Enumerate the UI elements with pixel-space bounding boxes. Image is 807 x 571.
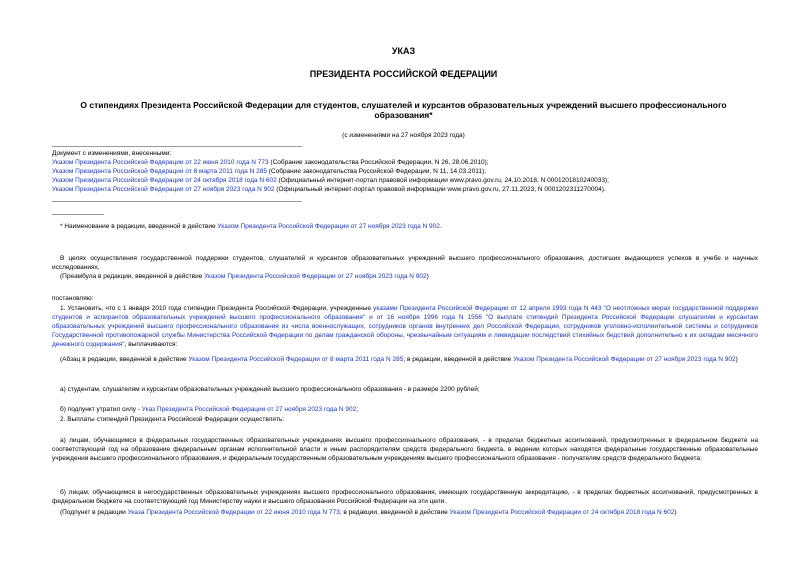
note-text: (Преамбула в редакции, введенной в действие [60, 273, 205, 280]
amendment-item [52, 167, 752, 176]
amendment-source: (Официальный интернет-портал правовой информации www.pravo.gov.ru, 27.11.2023, N 0001202311270004). [274, 186, 606, 193]
amendment-link[interactable]: Указом Президента Российской Федерации от 8 марта 2011 года N 285 [52, 168, 267, 175]
note-end: ) [426, 273, 429, 280]
amendment-link[interactable]: Указом Президента Российской Федерации от 27 ноября 2023 года N 902 [52, 186, 275, 193]
b-link[interactable]: Указ Президента Российской Федерации от 27 ноября 2023 года N 902 [141, 406, 357, 413]
title-ukaz: УКАЗ [391, 46, 416, 56]
divider-middle [52, 201, 302, 202]
paragraph-1 [52, 304, 758, 349]
edition-note: (с изменениями на 27 ноября 2023 года) [342, 132, 465, 139]
b-end: ; [356, 406, 359, 413]
p1-decrees-link[interactable]: указами Президента Российской Федерации от 12 апреля 1993 года N 443 "О неотложных мерах государственной поддержки студентов и аспирантов образовательных учреждений высшего профессионального образования" и от 16 ноября 1996 года N 1556 "О выплате стипендий Президента Российской Федерации слушателям и курсантам образовательных учреждений высшего профессионального образования из числа военнослужащих, сотрудников органов внутренних дел Российской Федерации, сотрудников уголовно-исполнительной системы и сотрудников Государственной противопожарной службы Министерства Российской Федерации по делам гражданской обороны, чрезвычайным ситуациям и ликвидации последствий стихийных бедствий дополнительно к их окладам месячного денежного содержания" [52, 305, 758, 348]
preamble-note-link[interactable]: Указом Президента Российской Федерации от 27 ноября 2023 года N 902 [204, 273, 427, 280]
divider-top [52, 146, 302, 147]
note-text: (Подпункт в редакции [60, 509, 128, 516]
footnote [60, 222, 760, 231]
note-text: ; в редакции, введенной в действие [339, 509, 450, 516]
document-title: О стипендиях Президента Российской Федерации для студентов, слушателей и курсантов образовательных учреждений высшего профессионального образования* [80, 100, 727, 120]
title-president: ПРЕЗИДЕНТА РОССИЙСКОЙ ФЕДЕРАЦИИ [309, 69, 498, 79]
amendment-link[interactable]: Указом Президента Российской Федерации от 24 октября 2018 года N 602 [52, 177, 277, 184]
note-text: ; в редакции, введенной в действие [403, 356, 514, 363]
amendments-intro: Документ с изменениями, внесенными: [52, 150, 172, 157]
postanovlyayu: постановляю: [52, 295, 94, 302]
paragraph-2b-note [60, 508, 760, 517]
p2b-note-link-2[interactable]: Указом Президента Российской Федерации от 24 октября 2018 года N 602 [449, 509, 675, 516]
footnote-text: * Наименование в редакции, введенной в действие [60, 223, 218, 230]
amendment-item [52, 185, 752, 194]
preamble-text: В целях осуществления государственной поддержки студентов, слушателей и курсантов образовательных учреждений высшего профессионального образования, достигших выдающихся успехов в учебе и научных исследованиях, [52, 255, 758, 271]
paragraph-2: 2. Выплаты стипендий Президента Российской Федерации осуществлять: [60, 416, 285, 423]
amendment-item [52, 158, 752, 167]
footnote-end: . [439, 223, 442, 230]
note-text: (Абзац в редакции, введенной в действие [60, 356, 189, 363]
p2b-note-link-1[interactable]: Указа Президента Российской Федерации от 22 июня 2010 года N 773 [127, 509, 340, 516]
paragraph-1-note [52, 355, 758, 364]
note-end: ) [674, 509, 677, 516]
subparagraph-a: а) студентам, слушателям и курсантам образовательных учреждений высшего профессионального образования - в размере 2200 рублей; [60, 386, 480, 393]
p1-text: 1. Установить, что с 1 января 2010 года стипендии Президента Российской Федерации, учрежденные [60, 305, 374, 312]
amendment-link[interactable]: Указом Президента Российской Федерации от 22 июня 2010 года N 773 [52, 159, 269, 166]
amendment-source: (Собрание законодательства Российской Федерации, N 26, 28.06.2010); [268, 159, 489, 166]
paragraph-2b: б) лицам, обучающимся в негосударственных образовательных учреждениях высшего профессионального образования, имеющих государственную аккредитацию, - в пределах бюджетных ассигнований, предусмотренных в федеральном бюджете на соответствующий год Министерству науки и высшего образования Российской Федерации на эти цели. [52, 489, 758, 505]
p1-note-link-2[interactable]: Указом Президента Российской Федерации от 27 ноября 2023 года N 902 [513, 356, 736, 363]
amendments-block [52, 149, 752, 194]
amendment-source: (Официальный интернет-портал правовой информации www.pravo.gov.ru, 24.10.2018, N 0001201810240033); [276, 177, 609, 184]
footnote-link[interactable]: Указом Президента Российской Федерации от 27 ноября 2023 года N 902 [217, 223, 440, 230]
subparagraph-b [60, 405, 760, 414]
p1-text-end: , выплачиваются: [124, 341, 178, 348]
amendment-item [52, 176, 752, 185]
preamble-note [60, 272, 760, 281]
b-text: б) подпункт утратил силу - [60, 406, 142, 413]
p1-note-link-1[interactable]: Указом Президента Российской Федерации от 8 марта 2011 года N 285 [188, 356, 404, 363]
footnote-divider [52, 214, 104, 215]
paragraph-2a: а) лицам, обучающимся в федеральных государственных образовательных учреждениях высшего профессионального образования, - в пределах бюджетных ассигнований, предусмотренных в федеральном бюджете на соответствующий год на образование федеральным органам исполнительной власти и иным распорядителям средств федерального бюджета, в ведении которых находятся федеральные государственные образовательные учреждения высшего профессионального образования, и федеральным государственным образовательным учреждениям высшего профессионального образования - получателям средств федерального бюджета; [52, 437, 758, 462]
amendment-source: (Собрание законодательства Российской Федерации, N 11, 14.03.2011); [266, 168, 486, 175]
note-end: ) [735, 356, 738, 363]
